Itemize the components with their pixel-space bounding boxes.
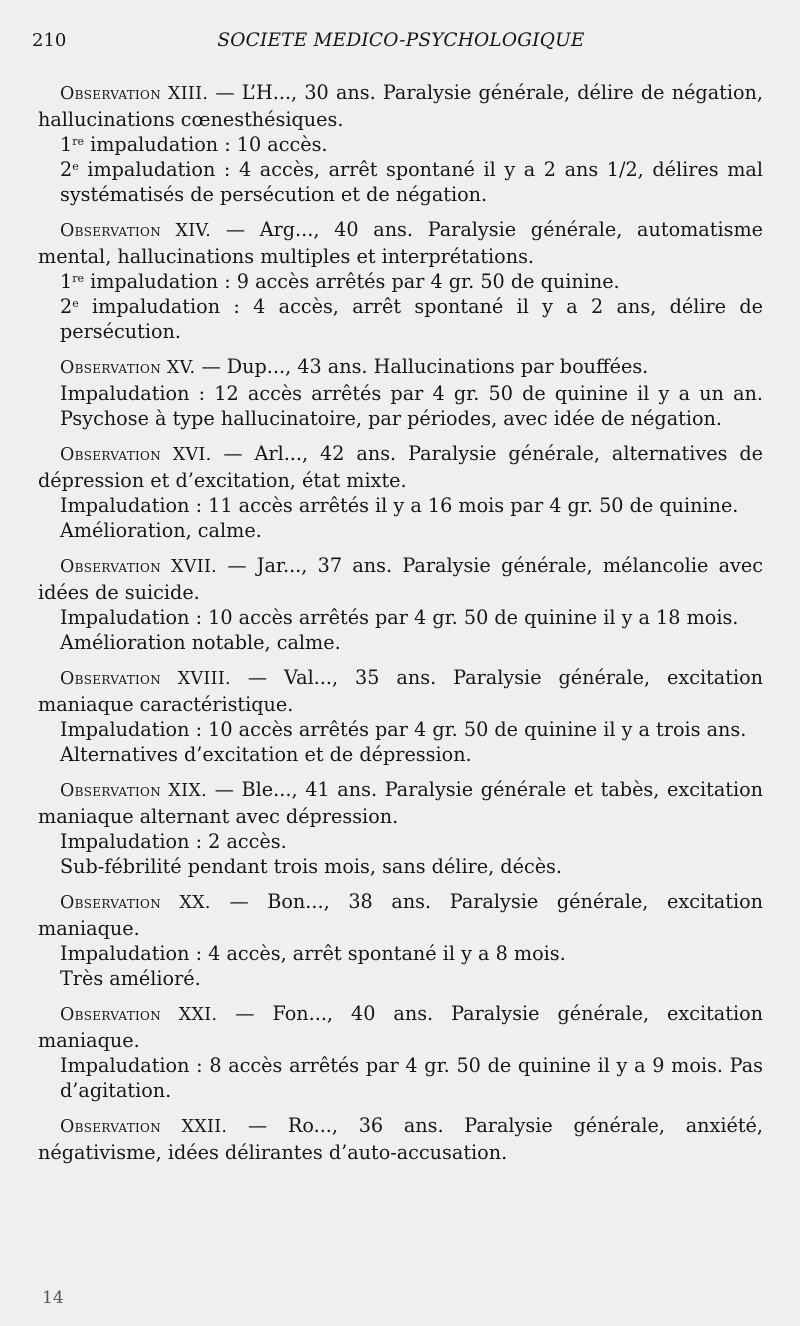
observation-label: Observation XIV. xyxy=(60,221,212,241)
observation-summary: — Val..., 35 ans. Paralysie générale, excitation maniaque caractéristique. xyxy=(38,666,763,716)
detail-text: Impaludation : 4 accès, arrêt spontané il y a 8 mois. xyxy=(60,942,566,965)
observation-label: Observation XV. xyxy=(60,358,196,378)
observation-detail-line xyxy=(38,605,763,630)
ordinal-suffix: re xyxy=(72,135,84,148)
detail-text: impaludation : 4 accès, arrêt spontané il y a 2 ans 1/2, délires mal systématisés de persécution et de négation. xyxy=(60,158,763,206)
observation-detail-line xyxy=(38,269,763,294)
observation-heading xyxy=(38,889,763,941)
page-header xyxy=(32,30,770,60)
observation-heading xyxy=(38,354,763,381)
ordinal-number: 1 xyxy=(60,270,73,293)
observation-summary: — Ble..., 41 ans. Paralysie générale et tabès, excitation maniaque alternant avec dépression. xyxy=(38,778,764,828)
observation-detail-line xyxy=(38,157,763,207)
observation-summary: — Dup..., 43 ans. Hallucinations par bouffées. xyxy=(195,355,649,378)
running-title: SOCIETE MEDICO-PSYCHOLOGIQUE xyxy=(217,30,585,51)
observation-detail-line xyxy=(38,829,763,854)
page-number: 210 xyxy=(32,30,67,51)
ordinal-number: 2 xyxy=(60,295,73,318)
observation-label: Observation XX. xyxy=(60,893,211,913)
observation-block xyxy=(38,217,763,344)
observation-summary: — L’H..., 30 ans. Paralysie générale, délire de négation, hallucinations cœnesthésiques. xyxy=(38,81,763,131)
observation-label: Observation XVII. xyxy=(60,557,218,577)
observation-summary: — Bon..., 38 ans. Paralysie générale, excitation maniaque. xyxy=(38,890,763,940)
observation-detail-line xyxy=(38,966,763,991)
observation-label: Observation XIX. xyxy=(60,781,208,801)
detail-text: Amélioration notable, calme. xyxy=(60,631,341,654)
observation-detail-line xyxy=(38,941,763,966)
observation-heading xyxy=(38,1113,763,1165)
ordinal-suffix: e xyxy=(72,160,79,173)
observation-summary: — Arg..., 40 ans. Paralysie générale, automatisme mental, hallucinations multiples et interprétations. xyxy=(38,218,763,268)
detail-text: Sub-fébrilité pendant trois mois, sans délire, décès. xyxy=(60,855,562,878)
observation-list xyxy=(38,80,763,1175)
observation-heading xyxy=(38,441,763,493)
detail-text: Impaludation : 2 accès. xyxy=(60,830,287,853)
observation-summary: — Arl..., 42 ans. Paralysie générale, alternatives de dépression et d’excitation, état mixte. xyxy=(38,442,763,492)
observation-block xyxy=(38,777,763,879)
observation-heading xyxy=(38,553,763,605)
observation-block xyxy=(38,354,763,431)
signature-mark: 14 xyxy=(42,1288,64,1308)
observation-block xyxy=(38,80,763,207)
observation-heading xyxy=(38,777,763,829)
observation-summary: — Ro..., 36 ans. Paralysie générale, anxiété, négativisme, idées délirantes d’auto-accusation. xyxy=(38,1114,763,1164)
observation-summary: — Fon..., 40 ans. Paralysie générale, excitation maniaque. xyxy=(38,1002,763,1052)
detail-text: Impaludation : 11 accès arrêtés il y a 16 mois par 4 gr. 50 de quinine. xyxy=(60,494,739,517)
observation-detail-line xyxy=(38,1053,763,1103)
detail-text: impaludation : 4 accès, arrêt spontané il y a 2 ans, délire de persécution. xyxy=(60,295,763,343)
observation-block xyxy=(38,441,763,543)
observation-heading xyxy=(38,665,763,717)
observation-heading xyxy=(38,1001,763,1053)
observation-detail-line xyxy=(38,381,763,431)
observation-detail-line xyxy=(38,630,763,655)
detail-text: Alternatives d’excitation et de dépression. xyxy=(60,743,472,766)
observation-heading xyxy=(38,80,763,132)
observation-detail-line xyxy=(38,854,763,879)
observation-block xyxy=(38,889,763,991)
detail-text: Très amélioré. xyxy=(60,967,201,990)
observation-detail-line xyxy=(38,493,763,518)
detail-text: Amélioration, calme. xyxy=(60,519,262,542)
observation-detail-line xyxy=(38,742,763,767)
observation-block xyxy=(38,553,763,655)
observation-block xyxy=(38,1113,763,1165)
observation-detail-line xyxy=(38,294,763,344)
detail-text: impaludation : 10 accès. xyxy=(84,133,328,156)
observation-heading xyxy=(38,217,763,269)
detail-text: Impaludation : 12 accès arrêtés par 4 gr. 50 de quinine il y a un an. Psychose à type hallucinatoire, par périodes, avec idée de négation. xyxy=(60,382,763,430)
observation-detail-line xyxy=(38,132,763,157)
detail-text: Impaludation : 8 accès arrêtés par 4 gr. 50 de quinine il y a 9 mois. Pas d’agitation. xyxy=(60,1054,763,1102)
ordinal-suffix: e xyxy=(72,297,79,310)
detail-text: Impaludation : 10 accès arrêtés par 4 gr. 50 de quinine il y a trois ans. xyxy=(60,718,747,741)
observation-block xyxy=(38,1001,763,1103)
observation-label: Observation XIII. xyxy=(60,84,209,104)
observation-detail-line xyxy=(38,518,763,543)
detail-text: impaludation : 9 accès arrêtés par 4 gr. 50 de quinine. xyxy=(84,270,620,293)
observation-label: Observation XVI. xyxy=(60,445,212,465)
ordinal-suffix: re xyxy=(72,272,84,285)
detail-text: Impaludation : 10 accès arrêtés par 4 gr. 50 de quinine il y a 18 mois. xyxy=(60,606,739,629)
observation-summary: — Jar..., 37 ans. Paralysie générale, mélancolie avec idées de suicide. xyxy=(38,554,763,604)
observation-label: Observation XXII. xyxy=(60,1117,228,1137)
observation-block xyxy=(38,665,763,767)
ordinal-number: 2 xyxy=(60,158,73,181)
observation-label: Observation XVIII. xyxy=(60,669,231,689)
ordinal-number: 1 xyxy=(60,133,73,156)
observation-detail-line xyxy=(38,717,763,742)
observation-label: Observation XXI. xyxy=(60,1005,218,1025)
